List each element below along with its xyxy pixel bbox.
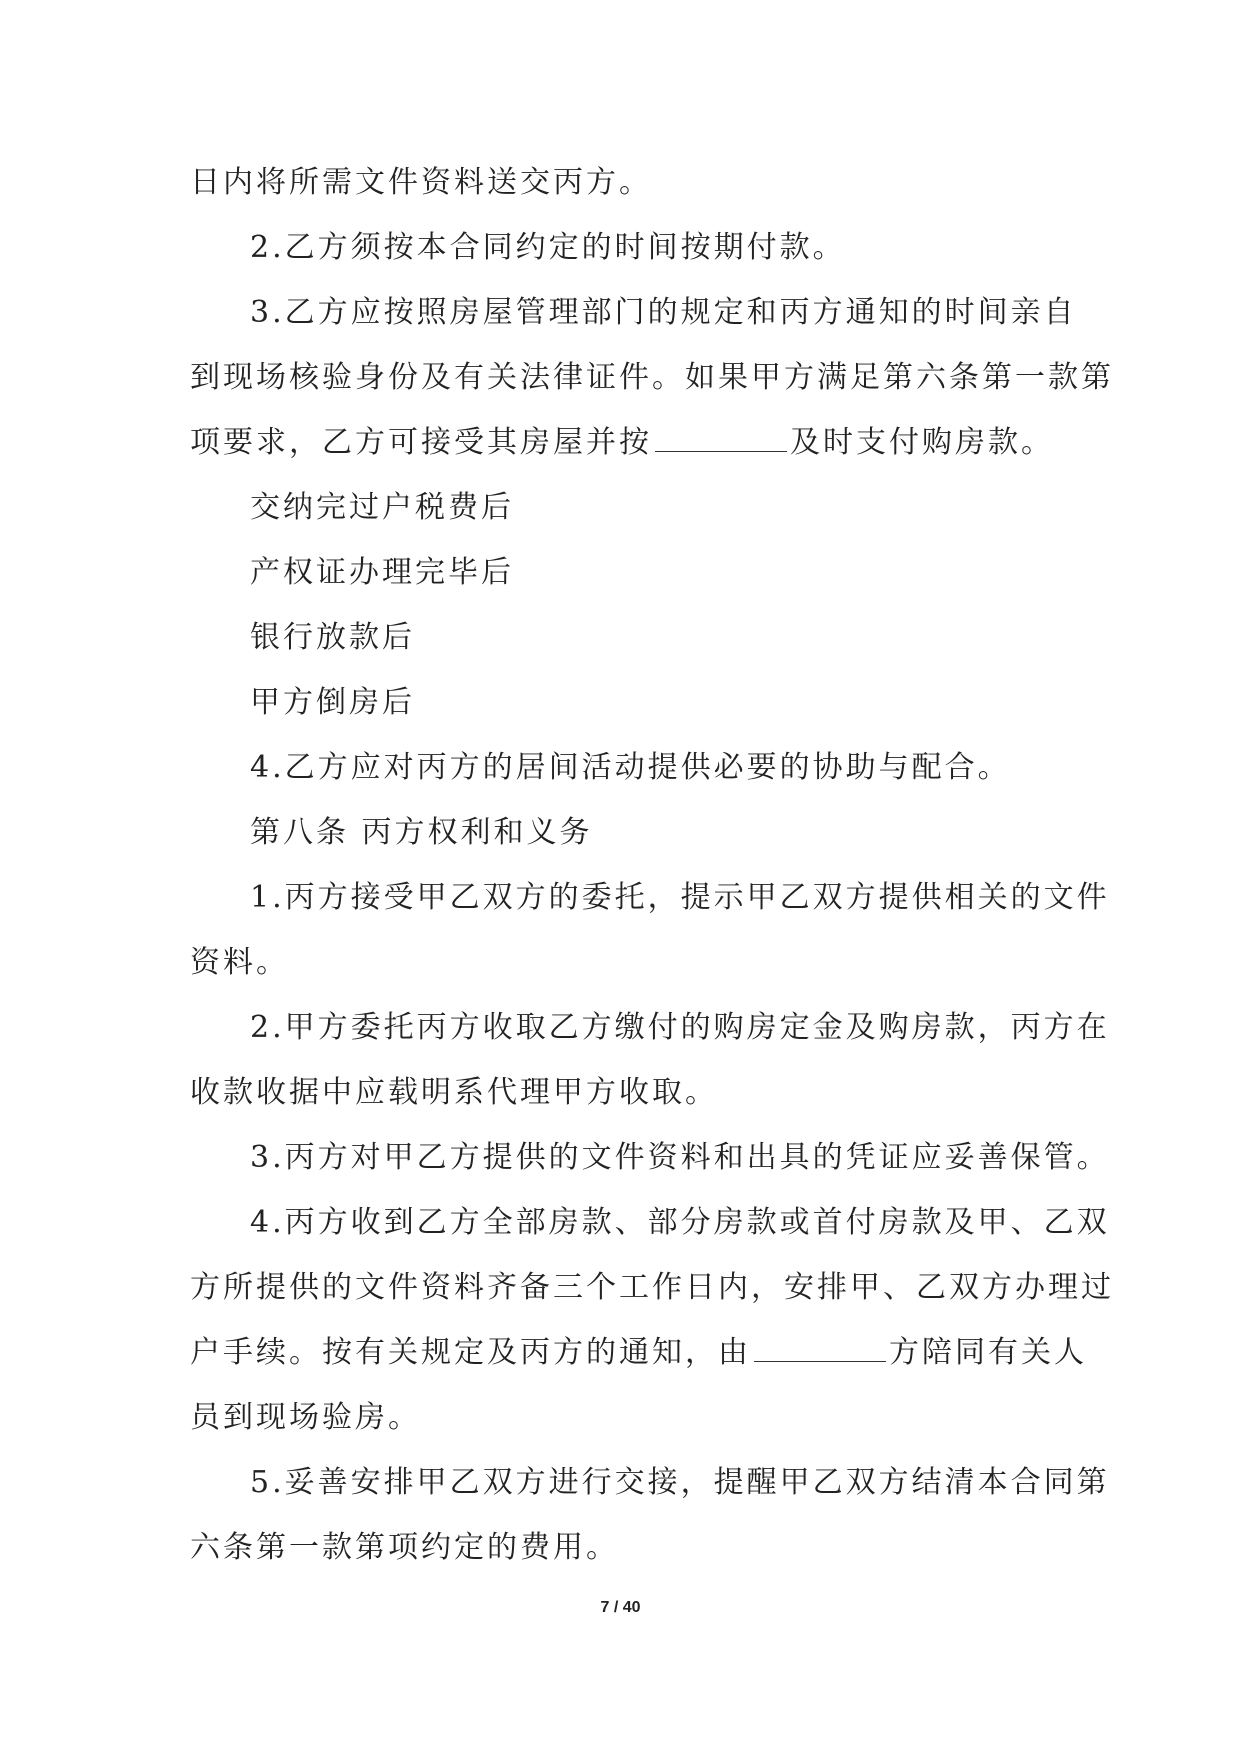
paragraph-line: 到现场核验身份及有关法律证件。如果甲方满足第六条第一款第: [190, 360, 1114, 395]
paragraph-text: 方陪同有关人: [889, 1335, 1087, 1370]
paragraph-line: [190, 1320, 1087, 1385]
paragraph-line: [190, 410, 1080, 475]
paragraph-text: 及时支付购房款。: [790, 425, 1054, 460]
fill-in-blank: [655, 429, 787, 452]
paragraph-line: 2.甲方委托丙方收取乙方缴付的购房定金及购房款，丙方在: [250, 1010, 1110, 1045]
paragraph-line: 员到现场验房。: [190, 1400, 421, 1435]
paragraph-line: 3.丙方对甲乙方提供的文件资料和出具的凭证应妥善保管。: [250, 1140, 1110, 1175]
paragraph-text: 项要求，乙方可接受其房屋并按: [190, 425, 652, 460]
paragraph-line: 4.丙方收到乙方全部房款、部分房款或首付房款及甲、乙双: [250, 1205, 1110, 1240]
paragraph-line: 收款收据中应载明系代理甲方收取。: [190, 1075, 718, 1110]
paragraph-line: 1.丙方接受甲乙双方的委托，提示甲乙双方提供相关的文件: [250, 880, 1110, 915]
paragraph-line: 资料。: [190, 945, 289, 980]
fill-in-blank: [754, 1339, 886, 1362]
paragraph-text: 户手续。按有关规定及丙方的通知，由: [190, 1335, 751, 1370]
document-body: [190, 150, 1114, 1580]
paragraph-line: 六条第一款第项约定的费用。: [190, 1530, 619, 1565]
page-number: 7 / 40: [600, 1599, 641, 1616]
paragraph-line: 方所提供的文件资料齐备三个工作日内，安排甲、乙双方办理过: [190, 1270, 1114, 1305]
section-heading: 第八条 丙方权利和义务: [250, 815, 593, 850]
option-line: 银行放款后: [250, 620, 415, 655]
option-line: 交纳完过户税费后: [250, 490, 514, 525]
paragraph-line: 日内将所需文件资料送交丙方。: [190, 165, 652, 200]
paragraph-line: 3.乙方应按照房屋管理部门的规定和丙方通知的时间亲自: [250, 295, 1077, 330]
paragraph-line: 2.乙方须按本合同约定的时间按期付款。: [250, 230, 846, 265]
paragraph-line: 5.妥善安排甲乙双方进行交接，提醒甲乙双方结清本合同第: [250, 1465, 1110, 1500]
option-line: 产权证办理完毕后: [250, 555, 514, 590]
paragraph-line: 4.乙方应对丙方的居间活动提供必要的协助与配合。: [250, 750, 1011, 785]
option-line: 甲方倒房后: [250, 685, 415, 720]
